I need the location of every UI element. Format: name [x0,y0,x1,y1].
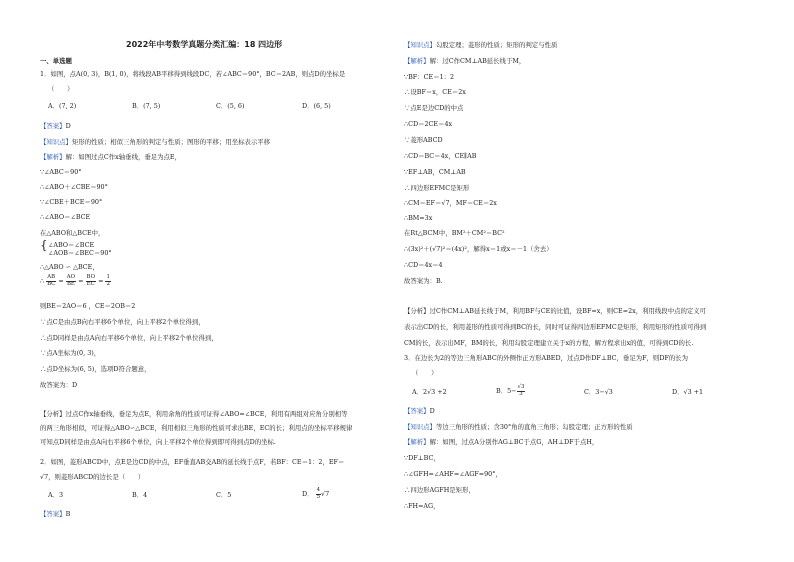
frac-den: 3 [519,390,523,397]
q3-solution-intro: 解：如图，过点A分别作AG⊥BC于点G，AH⊥DF于点H， [429,438,599,446]
question-3-stem: 3．在边长为2的等边三角形ABC的外侧作正方形ABED，过点D作DF⊥BC，垂足为F，则DF的长为 [404,354,689,362]
analysis-tag: 【解析】 [404,438,430,446]
frac-num: 4 [316,487,320,493]
q1-solution-intro: 解：如图过点C作x轴垂线，垂足为点E， [65,153,181,161]
q1-analysis: 的两三角形相似，可证得△ABO∽△BCE，利用相似三角形的性质可求出BE，EC的长；利用点的坐标平移规律 [40,424,353,432]
q2-knowledge-row [404,41,557,49]
q1-analysis: 【分析】过点C作x轴垂线，垂足为点E，利用余角的性质可证得∠ABO=∠BCE，利用有两组对应角分别相等 [40,410,348,418]
q2-analysis: CM的长，表示出MF，BM的长，利用勾股定理建立关于x的方程，解方程求出x的值，可得到CD的长. [404,339,694,347]
option-letter: D． [302,490,314,499]
q1-step: ∠ABO＝∠BCE [48,241,95,249]
q1-knowledge-row [40,138,270,146]
answer-tag: 【答案】 [404,407,430,415]
q2-step: ∵EF⊥AB，CM⊥AB [404,168,466,176]
q1-analysis: 可知点D同样是由点A向右平移6个单位，向上平移2个单位得到即可得到点D的坐标. [40,438,276,446]
q1-option-c: C．(5, 6) [216,102,245,110]
q2-step: ∵菱形ABCD [404,136,443,144]
q3-option-c: C．3−√3 [584,388,613,396]
q3-option-b [496,385,525,397]
q3-knowledge-row [404,423,633,431]
q2-step: ∴BM=3x [404,214,433,222]
q1-step: ∠AOB＝∠BEC＝90° [48,249,112,257]
question-1-stem: 1．如图，点A(0, 3)，B(1, 0)，将线段AB平移得到线段DC，若∠ABC＝90°，BC＝2AB，则点D的坐标是 [40,70,346,78]
q1-step: ∴点D坐标为(6, 5)，选项D符合题意， [40,365,151,373]
question-3-paren: （ ） [412,369,438,377]
q2-option-a: A．3 [48,491,64,499]
q1-step: ∴∠ABO＋∠CBE＝90° [40,183,108,191]
q2-option-d [302,488,329,500]
question-2-stem-cont: √7，则菱形ABCD的边长是（ ） [40,473,145,481]
q2-step: ∵点E是边CD的中点 [404,104,464,112]
section-heading: 一、单选题 [40,57,72,65]
q2-step: ∴四边形EFMC是矩形 [404,184,470,192]
q2-answer: B [65,510,71,518]
frac-num: BO [86,274,96,280]
q2-analysis: 表示出CD的长，利用菱形的性质可得到BC的长，同时可证得四边形EFMC是矩形，利用矩形的性质可得到 [404,323,707,331]
answer-tag: 【答案】 [40,510,66,518]
q2-step: ∴(3x)²＋(√7)²＝(4x)²，解得x＝1或x＝－1（舍去） [404,245,553,253]
q2-step: ∴CM＝EF＝√7，MF＝CE＝2x [404,199,497,207]
frac-den: 2 [106,280,110,287]
q1-step: ∴点D同样是由点A向右平移6个单位，向上平移2个单位得到， [40,334,218,342]
question-2-stem: 2．如图，菱形ABCD中，点E是边CD的中点，EF垂直AB交AB的延长线于点F，若BF：CE＝1：2，EF＝ [40,458,345,466]
q1-step: ∵∠ABC＝90° [40,168,82,176]
q3-solution-row [404,438,598,446]
knowledge-tag: 【知识点】 [404,41,436,49]
answer-tag: 【答案】 [40,122,66,130]
q1-solution-row [40,153,181,161]
q1-step: ∵点C是由点B向右平移6个单位，向上平移2个单位得到， [40,318,205,326]
q1-option-d: D．(6, 5) [302,102,331,110]
frac-num: √3 [517,384,525,390]
q2-analysis: 【分析】过C作CM⊥AB延长线于M，利用BF与CE的比值，设BF=x，则CE=2x，利用线段中点的定义可 [404,307,707,315]
sqrt-term: √7 [321,490,330,499]
q2-step: ∴CD＝2CE＝4x [404,120,453,128]
frac-den: EC [86,280,95,287]
q2-solution-intro: 解：过C作CM⊥AB延长线于M， [429,57,526,65]
q2-option-b: B．4 [132,491,148,499]
q2-step: 在Rt△BCM中，BM²＋CM²＝BC² [404,229,505,237]
q3-step: ∴FH=AG， [404,502,440,510]
analysis-tag: 【解析】 [40,153,66,161]
q1-option-b: B．(7, 5) [132,102,161,110]
q1-option-a: A．(7, 2) [48,102,77,110]
q1-step: ∴△ABO ∽ △BCE， [40,263,99,271]
q3-step: ∵DF⊥BC， [404,454,440,462]
q2-step: ∴CD＝4x＝4 [404,261,443,269]
q3-answer-row [404,407,435,415]
option-letter: B．5− [496,387,517,396]
frac-den: 5 [316,493,320,500]
brace-symbol: { [40,238,48,252]
q1-ratio: ∴ $\frac{AB}{BC}$ = $\frac{AO}{BE}$ = $\frac{BO}{EC}$ = $\frac{1}{2}$ [40,274,110,287]
q3-step: ∴四边形AGFH是矩形， [404,486,475,494]
q2-step: ∴设BF＝x，CE＝2x [404,88,466,96]
q1-knowledge: 矩形的性质；相似三角形的判定与性质；图形的平移；用坐标表示平移 [71,138,271,146]
q1-step: ∴∠ABO＝∠BCE [40,213,91,221]
q2-answer-row [40,510,70,518]
analysis-tag: 【解析】 [404,57,430,65]
q1-answer-row [40,122,71,130]
q1-step: ∵点A坐标为(0, 3)， [40,349,101,357]
question-1-paren: （ ） [48,85,74,93]
q1-step: 在△ABO和△BCE中， [40,229,105,237]
q3-step: ∴∠GFH=∠AHF=∠AGF=90°， [404,470,502,478]
q3-knowledge: 等边三角形的性质；含30°角的直角三角形；勾股定理；正方形的性质 [435,423,633,431]
knowledge-tag: 【知识点】 [40,138,72,146]
q3-option-a: A．2√3 +2 [412,388,447,396]
frac-den: BE [66,280,75,287]
frac-num: 1 [106,274,110,280]
q2-step: ∴CD＝BC＝4x，CE∥AB [404,152,477,160]
frac-den: BC [47,280,56,287]
q3-answer: D [429,407,435,415]
q2-option-c: C．5 [216,491,232,499]
frac-num: AB [47,274,56,280]
q3-option-d: D．√3 +1 [672,388,704,396]
q2-knowledge: 勾股定理；菱形的性质；矩形的判定与性质 [435,41,558,49]
q1-step: 则BE＝2AO＝6 ，CE＝2OB＝2 [40,302,136,310]
q2-solution-row [404,57,525,65]
document-title: 2022年中考数学真题分类汇编：18 四边形 [126,40,283,49]
q2-step: ∵BF：CE＝1：2 [404,73,455,81]
q1-step: ∵∠CBE＋BCE＝90° [40,198,103,206]
q2-step: 故答案为：B. [404,277,443,285]
knowledge-tag: 【知识点】 [404,423,436,431]
frac-num: AO [66,274,76,280]
q1-step: 故答案为：D [40,381,78,389]
q1-answer: D [65,122,71,130]
